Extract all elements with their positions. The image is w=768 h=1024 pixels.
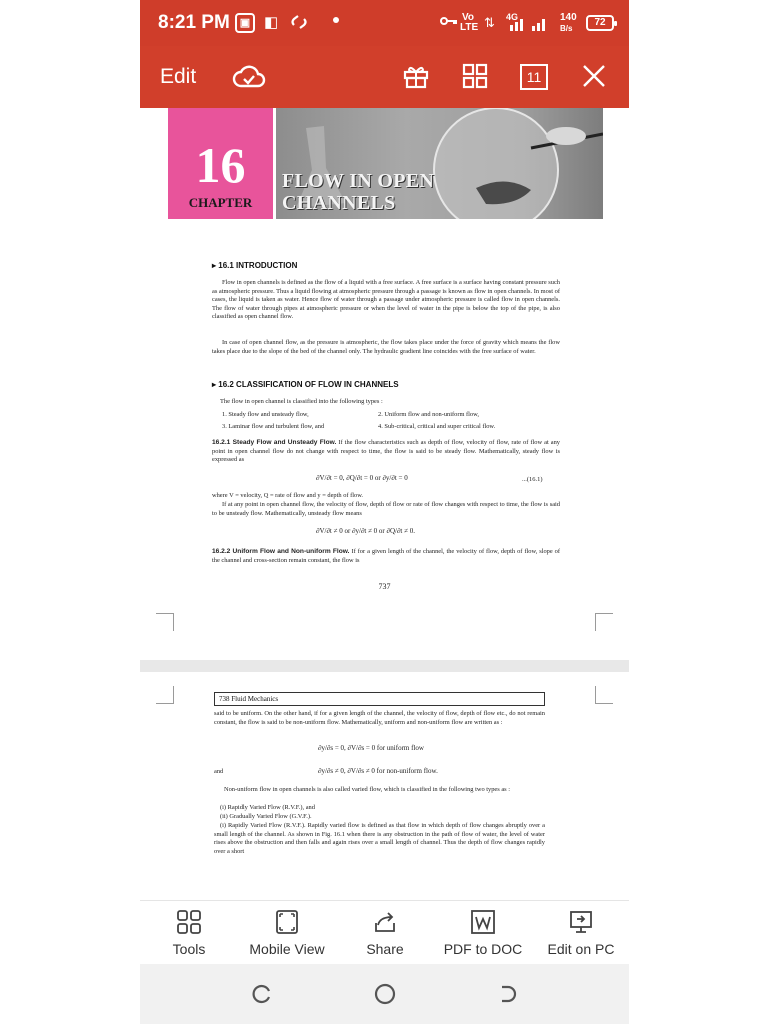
back-icon[interactable] [496,982,520,1006]
crop-mark [595,686,613,704]
top-toolbar [140,46,629,108]
shazam-icon [290,13,308,33]
and-label: and [214,768,224,775]
page-count-icon[interactable]: 11 [520,64,548,90]
system-nav-bar [140,964,629,1024]
network-lte: LTE [460,22,479,33]
edit-on-pc-icon [568,909,594,935]
page2-paragraph-2: Non-uniform flow in open channels is also called varied flow, which is classified in the following two types as : [224,786,511,793]
uniform-flow-text: If for a given length of the channel, the velocity of flow, depth of flow, slope of the channel and cross-section remain constant, the flow is [212,548,560,564]
page-738 [140,672,629,900]
crop-mark [156,686,174,704]
mobile-view-button[interactable] [238,909,336,957]
chapter-number-box [168,108,273,219]
uniform-flow-paragraph [212,548,560,565]
rvf-item: (i) Rapidly Varied Flow (R.V.F.), and [220,804,315,811]
data-arrows-icon: ⇅ [484,15,495,30]
bottom-action-bar [140,900,629,964]
page2-paragraph-3: (i) Rapidly Varied Flow (R.V.F.). Rapidly varied flow is defined as that flow in which depth of flow changes abruptly over a small length of the channel. As shown in Fig. 16.1 when there is any obstruction in the path of flow of water, the level of water rises above the obstruction and then falls and again rises over a small length of channel. Thus the depth of flow changes rapidly over a short [214,822,545,855]
chapter-title-line2: CHANNELS [282,192,396,214]
pdf-to-doc-icon [470,909,496,935]
speed-value: 140 [560,12,577,23]
section-16-2-heading: ▸ 16.2 CLASSIFICATION OF FLOW IN CHANNELS [212,380,399,389]
pdf-to-doc-label: PDF to DOC [443,941,523,957]
chapter-label: CHAPTER [188,195,253,210]
type-2: 2. Uniform flow and non-uniform flow, [378,411,479,418]
section-16-2-1-heading: 16.2.1 Steady Flow and Unsteady Flow. [212,439,337,446]
section-16-1-heading: ▸ 16.1 INTRODUCTION [212,261,298,270]
page-number-737: 737 [378,582,391,591]
gift-icon[interactable] [402,62,432,92]
equation-nonuniform: ∂y/∂s ≠ 0, ∂V/∂s ≠ 0 for non-uniform flow. [318,767,438,775]
mobile-view-label: Mobile View [249,941,325,957]
type-3: 3. Laminar flow and turbulent flow, and [222,423,325,430]
section-16-1-title: 16.1 INTRODUCTION [218,261,298,270]
notification-dot [333,17,339,23]
section-16-2-title: 16.2 CLASSIFICATION OF FLOW IN CHANNELS [218,380,399,389]
steady-flow-paragraph [212,439,560,465]
page2-paragraph-1: said to be uniform. On the other hand, if for a given length of the channel, the velocity of flow, depth of flow etc., do not remain constant, the flow is said to be non-uniform flow. Mathematically, uniform and non-uniform flow are written as : [214,710,545,726]
chapter-title [282,170,434,214]
document-viewer[interactable] [140,108,629,900]
battery-icon: 72 [586,15,614,31]
speed-unit: B/s [560,24,573,33]
running-head: 738 Fluid Mechanics [214,692,545,706]
where-text: where V = velocity, Q = rate of flow and y = depth of flow. [212,492,364,499]
signal-bars-icon [502,16,552,36]
chapter-banner [276,108,603,219]
pdf-to-doc-button[interactable] [434,909,532,957]
unsteady-flow-text: If at any point in open channel flow, the velocity of flow, depth of flow or rate of flow changes with respect to time, the flow is said to be unsteady flow. Mathematically, unsteady flow means [212,501,560,517]
chapter-title-line1: FLOW IN OPEN [282,170,435,192]
tools-label: Tools [172,941,206,957]
home-icon[interactable] [373,982,397,1006]
status-bar [140,0,629,46]
recents-icon[interactable] [250,982,274,1006]
network-vo: Vo [462,12,475,23]
edit-on-pc-label: Edit on PC [547,941,615,957]
chapter-number: 16 [195,137,246,193]
tools-icon [176,909,202,935]
type-1: 1. Steady flow and unsteady flow, [222,411,309,418]
edit-on-pc-button[interactable] [532,909,629,957]
equation-steady: ∂V/∂t = 0, ∂Q/∂t = 0 or ∂y/∂t = 0 [316,474,408,482]
share-label: Share [366,941,404,957]
page-separator [140,660,629,672]
equation-unsteady: ∂V/∂t ≠ 0 or ∂y/∂t ≠ 0 or ∂Q/∂t ≠ 0. [316,527,415,535]
page-737 [140,108,629,660]
share-button[interactable] [336,909,434,957]
crop-mark [156,613,174,631]
edit-button[interactable]: Edit [160,65,197,88]
grid-icon[interactable] [461,62,491,92]
signal-type: 4G [506,12,519,22]
close-icon[interactable] [580,62,610,92]
tools-button[interactable] [140,909,238,957]
classification-intro: The flow in open channel is classified into the following types : [220,398,383,405]
gvf-item: (ii) Gradually Varied Flow (G.V.F.). [220,813,312,820]
equation-uniform: ∂y/∂s = 0, ∂V/∂s = 0 for uniform flow [318,744,424,752]
intro-paragraph-2: In case of open channel flow, as the pressure is atmospheric, the flow takes place under the force of gravity which means the flow takes place due to the slope of the bed of the channel only. The hydraulic gradient line coincides with the free surface of water. [212,339,560,355]
share-icon [372,909,398,935]
pdf-app-icon: ◧ [264,14,279,31]
phone-screen [140,0,629,1024]
key-icon [440,13,458,33]
steady-flow-text: If the flow characteristics such as depth of flow, velocity of flow, rate of flow at any point in open channel flow do not change with respect to time, the flow is said to be steady flow. Mathematically, steady flow is expressed as [212,439,561,464]
intro-paragraph-1: Flow in open channels is defined as the flow of a liquid with a free surface. A free surface is a surface having constant pressure such as atmospheric pressure. Thus a liquid flowing at atmospheric pressure through a passage is known as flow in open channels. In most of cases, the liquid is taken as water. Hence flow of water through a passage under atmospheric pressure is called flow in open channels. The flow of water through pipes at atmospheric pressure or when the level of water in the pipe is below the top of the pipe, is also classified as open channel flow. [212,279,560,321]
crop-mark [595,613,613,631]
equation-number: ...(16.1) [522,476,543,483]
type-4: 4. Sub-critical, critical and super critical flow. [378,423,496,430]
gallery-icon: ▣ [235,13,255,33]
section-16-2-2-heading: 16.2.2 Uniform Flow and Non-uniform Flow. [212,548,350,555]
cloud-check-icon[interactable] [232,62,262,92]
status-time: 8:21 PM [158,12,230,33]
mobile-view-icon [274,909,300,935]
